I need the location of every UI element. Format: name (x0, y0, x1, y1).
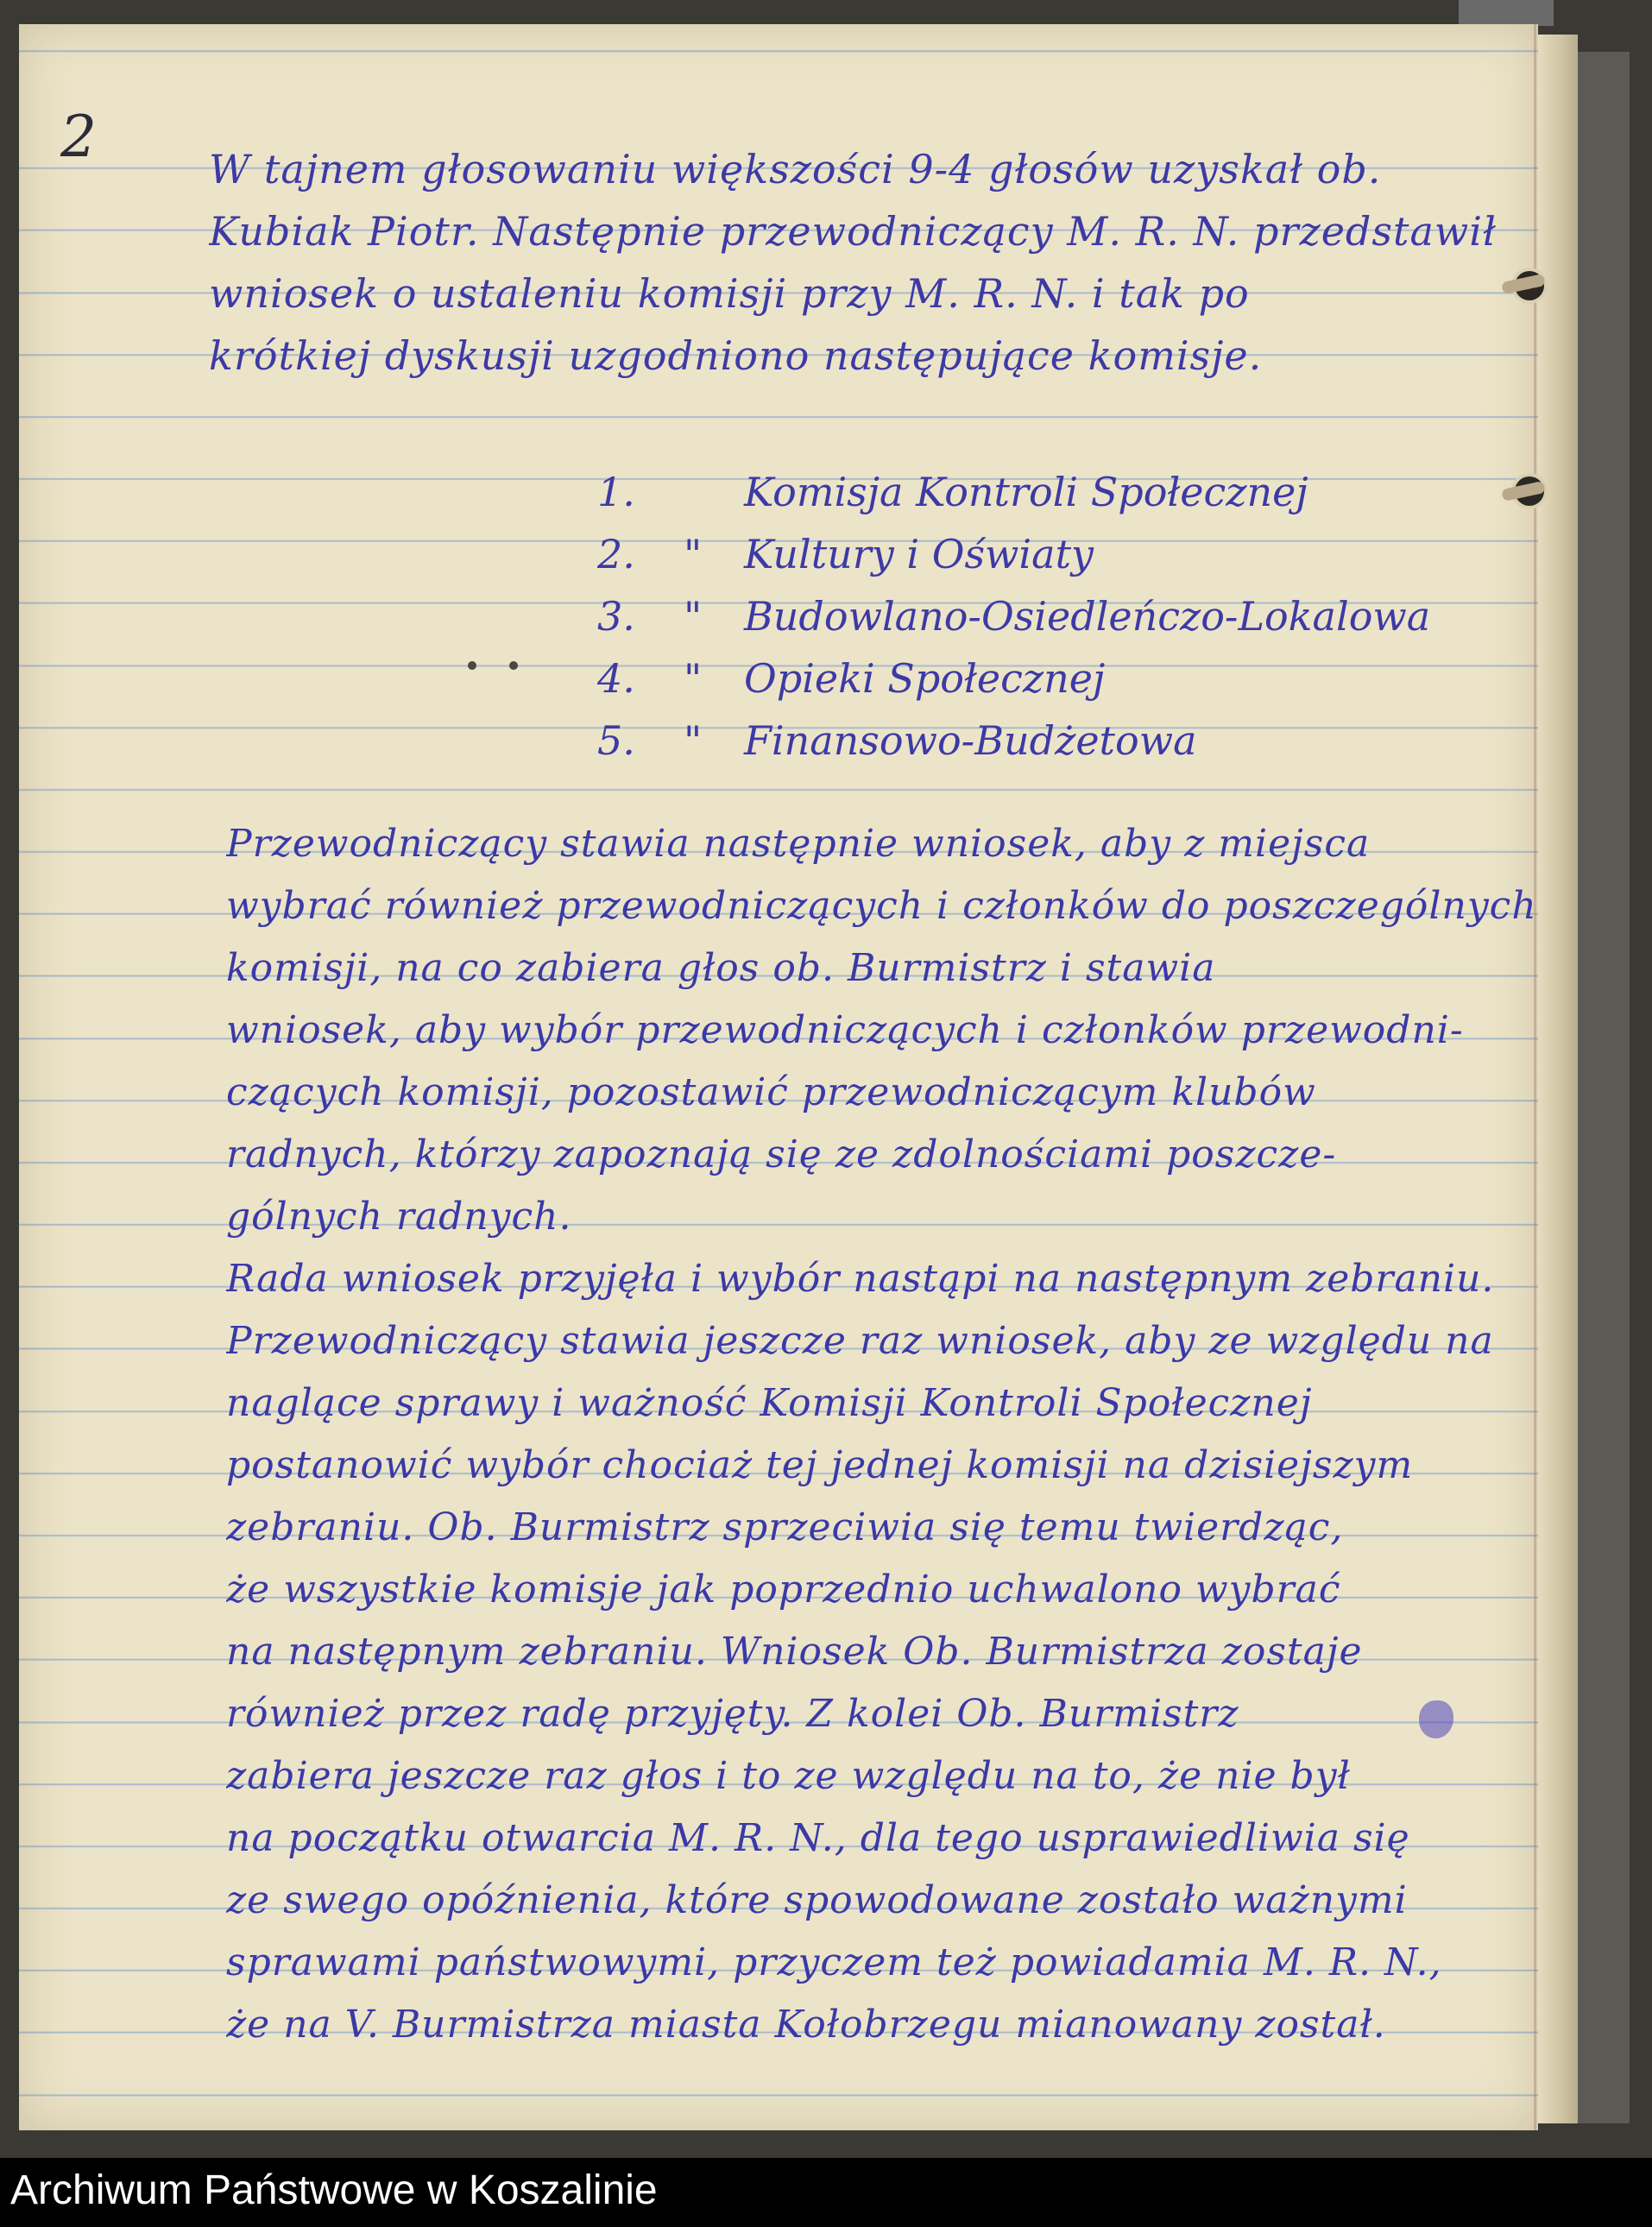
text-line: radnych, którzy zapoznają się ze zdolnościami poszcze- (226, 1132, 1337, 1177)
text-line: również przez radę przyjęty. Z kolei Ob. Burmistrz (226, 1692, 1239, 1736)
text-line: gólnych radnych. (226, 1195, 572, 1239)
ditto-mark: " (684, 717, 703, 764)
text-line: na początku otwarcia M. R. N., dla tego usprawiedliwia się (226, 1816, 1410, 1860)
text-line: Rada wniosek przyjęła i wybór nastąpi na następnym zebraniu. (226, 1257, 1495, 1301)
committee-item (597, 523, 1547, 585)
page-number: 2 (60, 104, 97, 170)
committee-name: Opieki Społecznej (744, 655, 1106, 702)
text-line: ze swego opóźnienia, które spowodowane zostało ważnymi (226, 1878, 1408, 1922)
text-line: sprawami państwowymi, przyczem też powiadamia M. R. N., (226, 1940, 1442, 1984)
archive-name: Archiwum Państwowe w Koszalinie (10, 2167, 658, 2213)
committee-name: Kultury i Oświaty (744, 531, 1094, 577)
text-line: komisji, na co zabiera głos ob. Burmistrz i stawia (226, 946, 1216, 990)
committee-name: Komisja Kontroli Społecznej (744, 469, 1308, 515)
ink-dot (468, 661, 476, 670)
text-line: zabiera jeszcze raz głos i to ze względu na to, że nie był (226, 1754, 1351, 1798)
committee-number: 4. (597, 655, 635, 702)
text-line: krótkiej dyskusji uzgodniono następujące komisje. (209, 332, 1263, 379)
text-line: wniosek, aby wybór przewodniczących i członków przewodni- (226, 1008, 1464, 1052)
text-line: wybrać również przewodniczących i członków do poszczególnych (226, 884, 1537, 928)
text-line: wniosek o ustaleniu komisji przy M. R. N. i tak po (209, 270, 1250, 317)
intro-paragraph (209, 138, 1538, 387)
committee-number: 3. (597, 593, 635, 640)
text-line: czących komisji, pozostawić przewodniczącym klubów (226, 1070, 1316, 1114)
committee-number: 5. (597, 717, 635, 764)
ditto-mark: " (684, 593, 703, 640)
text-line: W tajnem głosowaniu większości 9-4 głosów uzyskał ob. (209, 146, 1382, 192)
committee-item (597, 585, 1547, 647)
text-line: że wszystkie komisje jak poprzednio uchwalono wybrać (226, 1568, 1341, 1612)
page-edge (1538, 35, 1578, 2123)
text-line: że na V. Burmistrza miasta Kołobrzegu mianowany został. (226, 2003, 1386, 2047)
text-line: Kubiak Piotr. Następnie przewodniczący M. R. N. przedstawił (209, 208, 1497, 255)
text-line: postanowić wybór chociaż tej jednej komisji na dzisiejszym (226, 1443, 1414, 1487)
text-line: naglące sprawy i ważność Komisji Kontroli Społecznej (226, 1381, 1313, 1425)
committee-number: 1. (597, 469, 635, 515)
archive-footer (0, 2158, 1652, 2227)
committee-item (597, 647, 1547, 710)
text-line: Przewodniczący stawia jeszcze raz wniosek, aby ze względu na (226, 1319, 1494, 1363)
ditto-mark: " (684, 655, 703, 702)
notebook-page (19, 24, 1538, 2130)
committee-number: 2. (597, 531, 635, 577)
ink-dot (509, 661, 518, 670)
committee-name: Finansowo-Budżetowa (744, 717, 1197, 764)
committee-item (597, 461, 1547, 523)
committee-item (597, 710, 1547, 772)
text-line: na następnym zebraniu. Wniosek Ob. Burmistrza zostaje (226, 1630, 1363, 1674)
text-line: zebraniu. Ob. Burmistrz sprzeciwia się temu twierdząc, (226, 1505, 1344, 1549)
binding-strip (1459, 0, 1554, 26)
ditto-mark: " (684, 531, 703, 577)
text-line: Przewodniczący stawia następnie wniosek, aby z miejsca (226, 822, 1371, 866)
minutes-body (226, 813, 1538, 2056)
committee-list (597, 461, 1547, 772)
committee-name: Budowlano-Osiedleńczo-Lokalowa (744, 593, 1431, 640)
ink-dots (468, 661, 528, 672)
binder-cover (1578, 52, 1630, 2123)
